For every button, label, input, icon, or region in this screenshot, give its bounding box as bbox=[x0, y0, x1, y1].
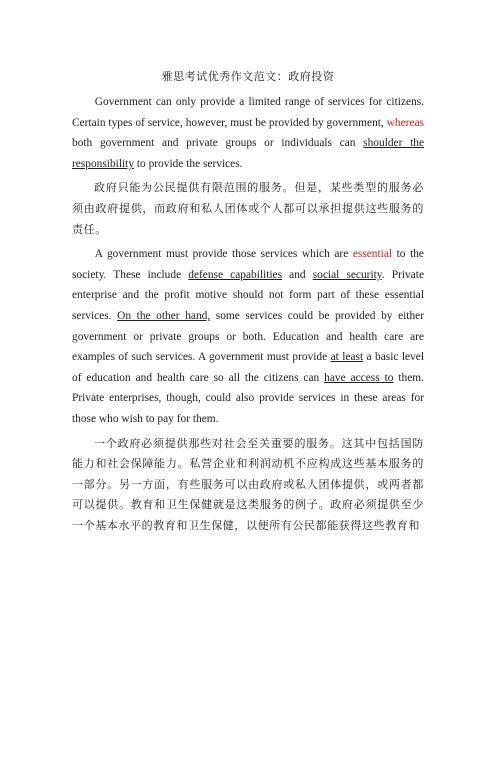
underlined-phrase: have access to bbox=[324, 371, 394, 384]
text-span: them. Private enterprises, though, could also provide services in these areas for those who wish to pay for them. bbox=[72, 371, 424, 425]
paragraph-english-1 bbox=[72, 92, 424, 174]
text-span: some services could be provided by either government or private groups or both. Education and health care are examples of such services. A government must provide bbox=[72, 309, 424, 364]
paragraph-chinese-1: 政府只能为公民提供有限范围的服务。但是，某些类型的服务必须由政府提供，而政府和私人团体或个人都可以承担提供这些服务的责任。 bbox=[72, 181, 424, 236]
underlined-phrase: defense capabilities bbox=[188, 268, 283, 281]
underlined-phrase: On the other hand, bbox=[117, 309, 211, 322]
text-span: . Private enterprise and the profit motive should not form part of these essential services. bbox=[72, 268, 424, 322]
text-span: A government must provide those services which are bbox=[94, 248, 353, 261]
underlined-phrase: shoulder the responsibility bbox=[72, 137, 425, 170]
document-title: 雅思考试优秀作文范文：政府投资 bbox=[161, 71, 335, 83]
underlined-phrase: at least bbox=[330, 351, 364, 364]
paragraph-english-2 bbox=[72, 244, 424, 429]
highlighted-word: essential bbox=[352, 248, 393, 261]
document-page bbox=[0, 68, 496, 770]
text-span: a basic level of education and health care so all the citizens can bbox=[72, 351, 424, 384]
text-span: both government and private groups or individuals can bbox=[72, 137, 364, 150]
highlighted-word: whereas bbox=[386, 116, 424, 129]
text-span: Government can only provide a limited range of services for citizens. Certain types of service, however, must be provided by government, bbox=[72, 96, 424, 129]
underlined-phrase: social security bbox=[312, 268, 382, 281]
text-span: and bbox=[282, 268, 313, 281]
text-span: to provide the services. bbox=[134, 157, 243, 170]
text-span: to the society. These include bbox=[72, 248, 424, 281]
paragraph-chinese-2: 一个政府必须提供那些对社会至关重要的服务。这其中包括国防能力和社会保障能力。私营企业和利润动机不应构成这些基本服务的一部分。另一方面，有些服务可以由政府或私人团体提供，或两者都可以提供。教育和卫生保健就是这类服务的例子。政府必须提供至少一个基本水平的教育和卫生保健，以便所有公民都能获得这些教育和 bbox=[72, 436, 424, 532]
